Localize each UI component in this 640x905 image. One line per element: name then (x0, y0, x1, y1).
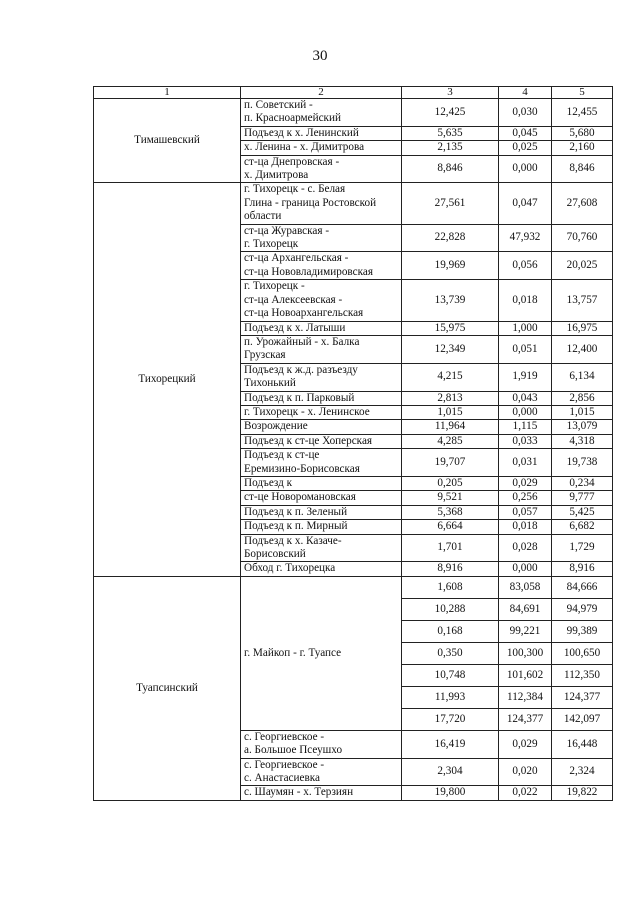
value-c5: 94,979 (552, 598, 613, 620)
value-c3: 17,720 (402, 708, 499, 730)
value-c4: 0,000 (499, 562, 552, 576)
value-c4: 0,022 (499, 786, 552, 800)
district-name: Тимашевский (94, 99, 241, 183)
road-name: Подъезд к ст-це Хоперская (241, 434, 402, 448)
value-c5: 5,425 (552, 505, 613, 519)
table-row (94, 183, 613, 224)
road-name: г. Тихорецк - ст-ца Алексеевская - ст-ца Новоархангельская (241, 280, 402, 321)
value-c4: 101,602 (499, 664, 552, 686)
value-c4: 0,047 (499, 183, 552, 224)
value-c5: 16,448 (552, 730, 613, 758)
value-c4: 0,029 (499, 476, 552, 490)
value-c4: 83,058 (499, 576, 552, 598)
value-c3: 8,846 (402, 155, 499, 183)
value-c3: 11,993 (402, 686, 499, 708)
value-c5: 12,455 (552, 99, 613, 127)
value-c3: 4,215 (402, 363, 499, 391)
value-c3: 19,707 (402, 449, 499, 477)
value-c4: 0,030 (499, 99, 552, 127)
value-c3: 19,969 (402, 252, 499, 280)
road-name: с. Шаумян - х. Терзиян (241, 786, 402, 800)
value-c5: 2,324 (552, 758, 613, 786)
road-name: ст-це Новоромановская (241, 491, 402, 505)
value-c3: 0,205 (402, 476, 499, 490)
road-name: ст-ца Журавская - г. Тихорецк (241, 224, 402, 252)
value-c4: 0,020 (499, 758, 552, 786)
road-name: г. Тихорецк - х. Ленинское (241, 405, 402, 419)
value-c4: 0,018 (499, 280, 552, 321)
value-c4: 1,115 (499, 420, 552, 434)
value-c4: 0,028 (499, 534, 552, 562)
value-c4: 1,000 (499, 321, 552, 335)
column-number: 1 (94, 87, 241, 99)
value-c5: 2,160 (552, 141, 613, 155)
road-name: х. Ленина - х. Димитрова (241, 141, 402, 155)
value-c3: 0,168 (402, 620, 499, 642)
column-number: 3 (402, 87, 499, 99)
road-name: п. Советский - п. Красноармейский (241, 99, 402, 127)
value-c5: 5,680 (552, 126, 613, 140)
value-c3: 2,135 (402, 141, 499, 155)
value-c5: 9,777 (552, 491, 613, 505)
value-c3: 13,739 (402, 280, 499, 321)
value-c4: 0,033 (499, 434, 552, 448)
road-name: Подъезд к (241, 476, 402, 490)
column-number-row (94, 87, 613, 99)
value-c3: 10,288 (402, 598, 499, 620)
road-name: Подъезд к п. Мирный (241, 520, 402, 534)
road-name: п. Урожайный - х. Балка Грузская (241, 335, 402, 363)
value-c3: 1,701 (402, 534, 499, 562)
value-c3: 4,285 (402, 434, 499, 448)
value-c5: 20,025 (552, 252, 613, 280)
value-c4: 0,043 (499, 391, 552, 405)
value-c3: 0,350 (402, 642, 499, 664)
value-c4: 0,045 (499, 126, 552, 140)
column-number: 2 (241, 87, 402, 99)
road-name: Подъезд к х. Казаче- Борисовский (241, 534, 402, 562)
value-c3: 1,608 (402, 576, 499, 598)
value-c3: 27,561 (402, 183, 499, 224)
road-name: Возрождение (241, 420, 402, 434)
road-name: ст-ца Архангельская - ст-ца Нововладимировская (241, 252, 402, 280)
value-c5: 0,234 (552, 476, 613, 490)
value-c5: 13,079 (552, 420, 613, 434)
value-c5: 112,350 (552, 664, 613, 686)
value-c4: 100,300 (499, 642, 552, 664)
value-c5: 100,650 (552, 642, 613, 664)
value-c3: 15,975 (402, 321, 499, 335)
value-c3: 2,813 (402, 391, 499, 405)
value-c4: 99,221 (499, 620, 552, 642)
value-c5: 4,318 (552, 434, 613, 448)
value-c5: 19,738 (552, 449, 613, 477)
value-c5: 12,400 (552, 335, 613, 363)
value-c5: 6,134 (552, 363, 613, 391)
value-c3: 5,368 (402, 505, 499, 519)
value-c5: 6,682 (552, 520, 613, 534)
value-c3: 11,964 (402, 420, 499, 434)
value-c5: 8,846 (552, 155, 613, 183)
table-row (94, 576, 613, 598)
value-c3: 2,304 (402, 758, 499, 786)
value-c3: 6,664 (402, 520, 499, 534)
road-name: Подъезд к ж.д. разъезду Тихонький (241, 363, 402, 391)
district-name: Тихорецкий (94, 183, 241, 576)
road-name: г. Майкоп - г. Туапсе (241, 576, 402, 730)
page-number: 30 (312, 48, 328, 64)
value-c5: 70,760 (552, 224, 613, 252)
road-name: Подъезд к п. Парковый (241, 391, 402, 405)
value-c5: 13,757 (552, 280, 613, 321)
roads-table (93, 86, 613, 801)
column-number: 5 (552, 87, 613, 99)
road-name: Подъезд к х. Ленинский (241, 126, 402, 140)
value-c3: 19,800 (402, 786, 499, 800)
value-c3: 12,349 (402, 335, 499, 363)
district-name: Туапсинский (94, 576, 241, 800)
value-c5: 2,856 (552, 391, 613, 405)
value-c3: 12,425 (402, 99, 499, 127)
value-c5: 1,729 (552, 534, 613, 562)
value-c4: 47,932 (499, 224, 552, 252)
value-c5: 84,666 (552, 576, 613, 598)
road-name: с. Георгиевское - а. Большое Псеушхо (241, 730, 402, 758)
table-row (94, 99, 613, 127)
value-c4: 0,000 (499, 405, 552, 419)
value-c5: 1,015 (552, 405, 613, 419)
value-c4: 0,256 (499, 491, 552, 505)
value-c4: 0,000 (499, 155, 552, 183)
value-c5: 16,975 (552, 321, 613, 335)
value-c4: 0,051 (499, 335, 552, 363)
value-c3: 8,916 (402, 562, 499, 576)
value-c3: 9,521 (402, 491, 499, 505)
value-c5: 19,822 (552, 786, 613, 800)
value-c3: 5,635 (402, 126, 499, 140)
value-c4: 0,056 (499, 252, 552, 280)
value-c3: 10,748 (402, 664, 499, 686)
value-c3: 16,419 (402, 730, 499, 758)
value-c4: 0,029 (499, 730, 552, 758)
value-c3: 1,015 (402, 405, 499, 419)
value-c4: 0,025 (499, 141, 552, 155)
road-name: Обход г. Тихорецка (241, 562, 402, 576)
value-c4: 124,377 (499, 708, 552, 730)
road-name: с. Георгиевское - с. Анастасиевка (241, 758, 402, 786)
road-name: Подъезд к п. Зеленый (241, 505, 402, 519)
value-c4: 0,018 (499, 520, 552, 534)
value-c4: 0,031 (499, 449, 552, 477)
column-number: 4 (499, 87, 552, 99)
value-c3: 22,828 (402, 224, 499, 252)
value-c5: 27,608 (552, 183, 613, 224)
value-c5: 8,916 (552, 562, 613, 576)
value-c4: 112,384 (499, 686, 552, 708)
road-name: Подъезд к х. Латыши (241, 321, 402, 335)
value-c4: 84,691 (499, 598, 552, 620)
road-name: ст-ца Днепровская - х. Димитрова (241, 155, 402, 183)
value-c5: 142,097 (552, 708, 613, 730)
value-c4: 0,057 (499, 505, 552, 519)
table-body (94, 99, 613, 801)
road-name: г. Тихорецк - с. Белая Глина - граница Ростовской области (241, 183, 402, 224)
road-name: Подъезд к ст-це Еремизино-Борисовская (241, 449, 402, 477)
value-c4: 1,919 (499, 363, 552, 391)
value-c5: 124,377 (552, 686, 613, 708)
value-c5: 99,389 (552, 620, 613, 642)
